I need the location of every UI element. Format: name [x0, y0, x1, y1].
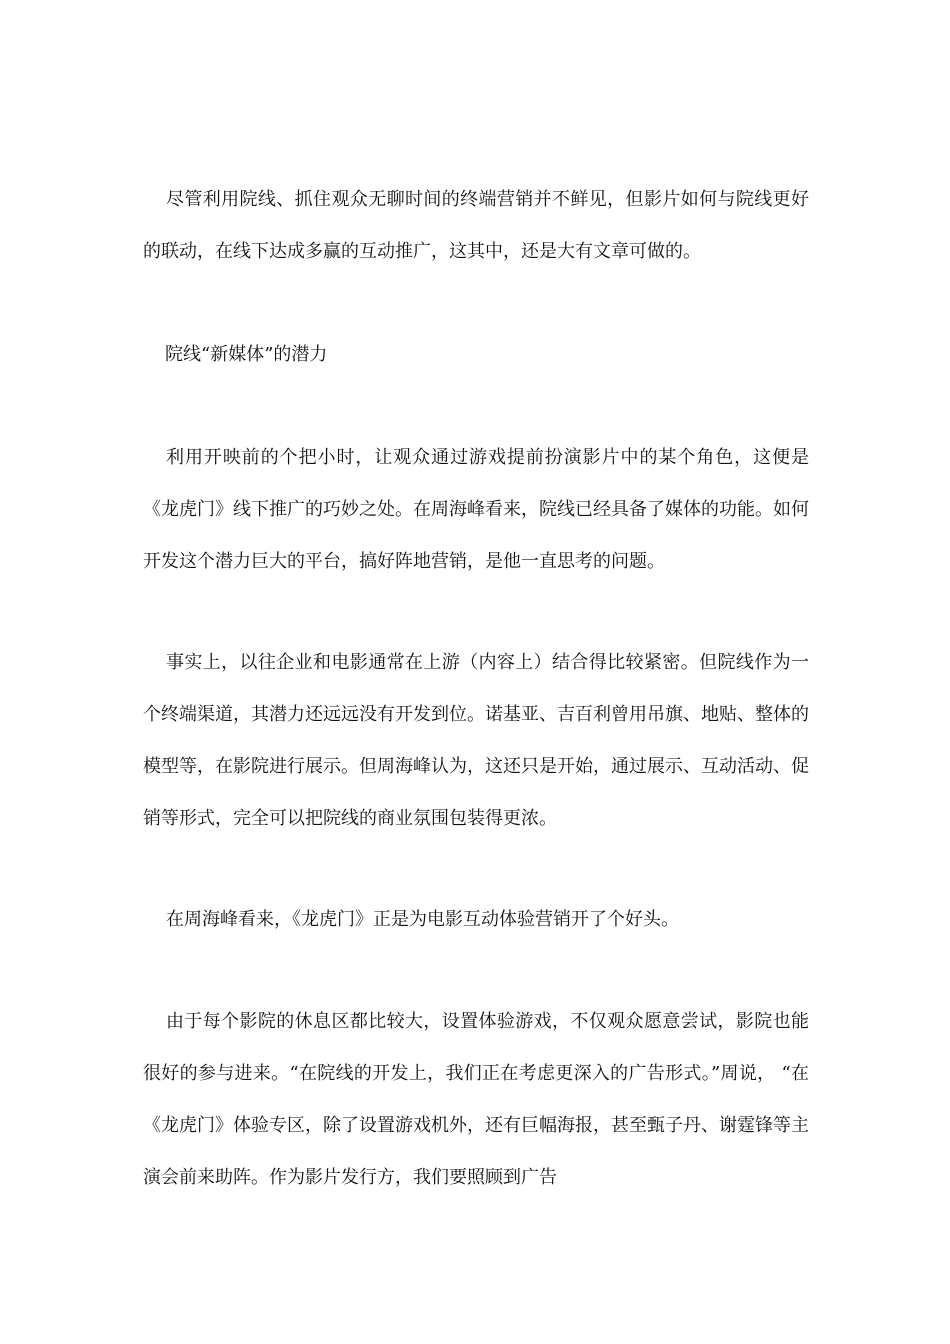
paragraph-longhumen-promotion: 利用开映前的个把小时，让观众通过游戏提前扮演影片中的某个角色，这便是《龙虎门》线下推广的巧妙之处。在周海峰看来，院线已经具备了媒体的功能。如何开发这个潜力巨大的平台，搞好阵地营销，是他一直思考的问题。 [143, 447, 809, 572]
paragraph-good-start: 在周海峰看来，《龙虎门》正是为电影互动体验营销开了个好头。 [166, 909, 679, 930]
section-heading: 院线“新媒体”的潜力 [165, 344, 328, 365]
paragraph-cinema-potential: 事实上，以往企业和电影通常在上游（内容上）结合得比较紧密。但院线作为一个终端渠道，其潜力还远远没有开发到位。诺基亚、吉百利曾用吊旗、地贴、整体的模型等，在影院进行展示。但周海峰认为，这还只是开始，通过展示、互动活动、促销等形式，完全可以把院线的商业氛围包装得更浓。 [143, 652, 809, 829]
paragraph-intro: 尽管利用院线、抓住观众无聊时间的终端营销并不鲜见，但影片如何与院线更好的联动，在线下达成多赢的互动推广，这其中，还是大有文章可做的。 [143, 189, 809, 262]
paragraph-lounge-experience: 由于每个影院的休息区都比较大，设置体验游戏，不仅观众愿意尝试，影院也能很好的参与进来。“在院线的开发上，我们正在考虑更深入的广告形式。”周说， “在《龙虎门》体验专区，除了设置游戏机外，还有巨幅海报，甚至甄子丹、谢霆锋等主演会前来助阵。作为影片发行方，我们要照顾到广告 [143, 1011, 809, 1188]
